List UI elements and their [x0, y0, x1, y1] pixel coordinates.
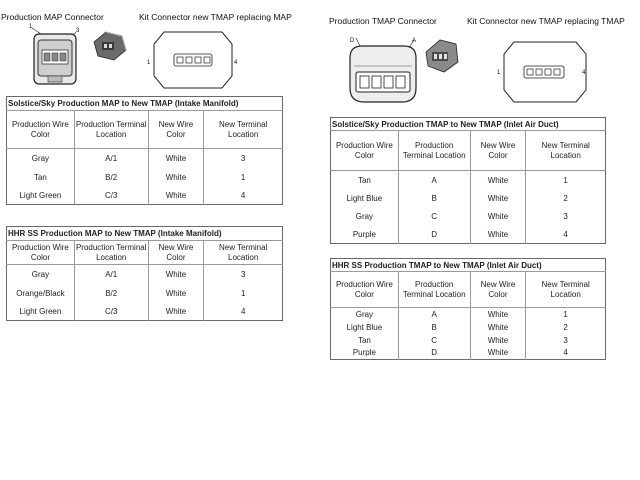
column-header: Production Wire Color [331, 131, 399, 171]
tmap-pin-label-right: A [412, 38, 417, 44]
table-cell: Tan [33, 173, 47, 182]
table-cell: A [398, 308, 470, 321]
map-pin-label-left: 1 [29, 24, 33, 30]
table-row [331, 334, 606, 347]
table-title: HHR SS Production MAP to New TMAP (Intake Manifold) [7, 227, 283, 241]
column-header: New Wire Color [470, 131, 526, 171]
table-cell: 4 [526, 347, 606, 360]
table-row [7, 265, 283, 285]
table-solstice-tmap [330, 117, 606, 244]
table-cell: Gray [355, 212, 374, 221]
table-row [331, 190, 606, 208]
table-cell: Light Blue [346, 322, 383, 332]
production-tmap-connector-image [342, 26, 462, 110]
kit-map-caption: Kit Connector new TMAP replacing MAP [139, 12, 292, 22]
table-cell: D [398, 226, 470, 244]
table-cell: White [470, 347, 526, 360]
table-row [331, 226, 606, 244]
table-cell: A/1 [74, 265, 148, 285]
table-cell: White [148, 149, 204, 169]
column-header: New Terminal Location [204, 241, 283, 265]
table-row [331, 347, 606, 360]
table-cell: 3 [204, 149, 283, 169]
table-row [7, 169, 283, 187]
column-header: New Terminal Location [526, 131, 606, 171]
table-cell: Tan [357, 335, 371, 345]
table-cell: 1 [204, 285, 283, 303]
table-row [7, 149, 283, 169]
table-cell: White [148, 169, 204, 187]
kit-map-connector-image [150, 26, 236, 96]
table-row [7, 303, 283, 321]
table-cell: White [470, 308, 526, 321]
table-title: Solstice/Sky Production TMAP to New TMAP (Inlet Air Duct) [331, 118, 606, 131]
column-header: Production Terminal Location [74, 241, 148, 265]
production-map-caption: Production MAP Connector [1, 12, 104, 22]
table-cell: B/2 [74, 285, 148, 303]
column-header: New Wire Color [470, 272, 526, 308]
table-cell: 1 [204, 169, 283, 187]
column-header: Production Wire Color [331, 272, 399, 308]
table-row [7, 187, 283, 205]
table-title: HHR SS Production TMAP to New TMAP (Inlet Air Duct) [331, 259, 606, 272]
table-solstice-map [6, 96, 283, 205]
table-cell: White [470, 334, 526, 347]
table-hhr-tmap [330, 258, 606, 360]
table-cell: Light Blue [346, 194, 383, 203]
table-cell: Orange/Black [16, 289, 65, 298]
table-cell: White [470, 190, 526, 208]
table-row [7, 285, 283, 303]
table-cell: A [398, 171, 470, 190]
column-header: New Wire Color [148, 241, 204, 265]
column-header: Production Terminal Location [74, 111, 148, 149]
table-cell: White [470, 171, 526, 190]
column-header: New Terminal Location [204, 111, 283, 149]
table-cell: 1 [526, 171, 606, 190]
table-cell: B [398, 190, 470, 208]
column-header: Production Terminal Location [398, 272, 470, 308]
table-cell: 4 [204, 303, 283, 321]
table-cell: Gray [355, 309, 374, 319]
table-row [331, 208, 606, 226]
table-cell: White [470, 208, 526, 226]
kit-tmap-connector-image [500, 36, 590, 108]
table-cell: 3 [526, 208, 606, 226]
table-row [331, 321, 606, 334]
column-header: Production Wire Color [7, 111, 75, 149]
table-cell: 2 [526, 190, 606, 208]
table-cell: B/2 [74, 169, 148, 187]
column-header: Production Wire Color [7, 241, 75, 265]
table-cell: Gray [31, 154, 50, 164]
table-cell: Light Green [19, 190, 62, 200]
tmap-pin-label-left: D [350, 38, 355, 44]
kit-map-pin-label-left: 1 [147, 60, 151, 66]
table-cell: B [398, 321, 470, 334]
production-tmap-caption: Production TMAP Connector [329, 16, 437, 26]
table-cell: Tan [357, 175, 371, 185]
table-cell: D [398, 347, 470, 360]
column-header: New Wire Color [148, 111, 204, 149]
table-cell: White [148, 187, 204, 205]
table-cell: C/3 [74, 187, 148, 205]
kit-tmap-pin-label-left: 1 [497, 70, 501, 76]
table-cell: Purple [352, 348, 376, 358]
table-hhr-map [6, 226, 283, 321]
table-cell: White [470, 321, 526, 334]
table-cell: White [470, 226, 526, 244]
table-cell: 3 [526, 334, 606, 347]
kit-tmap-caption: Kit Connector new TMAP replacing TMAP [467, 16, 625, 26]
table-cell: A/1 [74, 149, 148, 169]
table-cell: C/3 [74, 303, 148, 321]
table-cell: C [398, 334, 470, 347]
table-cell: Light Green [19, 306, 62, 316]
column-header: New Terminal Location [526, 272, 606, 308]
table-cell: 2 [526, 321, 606, 334]
map-pin-label-right: 3 [76, 28, 80, 34]
table-title: Solstice/Sky Production MAP to New TMAP (Intake Manifold) [7, 97, 283, 111]
table-row [331, 171, 606, 190]
table-cell: 1 [526, 308, 606, 321]
table-cell: C [398, 208, 470, 226]
kit-map-pin-label-right: 4 [234, 60, 238, 66]
table-cell: Purple [352, 229, 376, 239]
kit-tmap-pin-label-right: 4 [582, 70, 586, 76]
table-cell: White [148, 265, 204, 285]
table-cell: White [148, 303, 204, 321]
table-cell: 4 [204, 187, 283, 205]
table-row [331, 308, 606, 321]
table-cell: White [148, 285, 204, 303]
table-cell: Gray [31, 270, 50, 280]
table-cell: 4 [526, 226, 606, 244]
column-header: Production Terminal Location [398, 131, 470, 171]
table-cell: 3 [204, 265, 283, 285]
